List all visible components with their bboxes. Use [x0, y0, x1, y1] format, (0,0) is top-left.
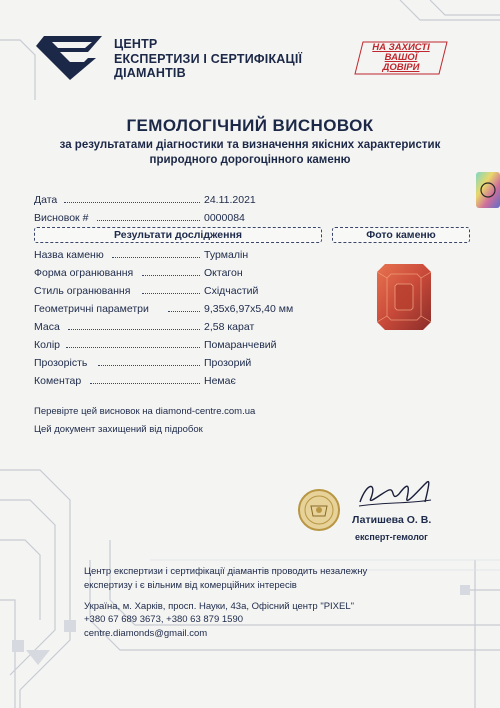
field-row-clarity	[34, 356, 324, 370]
date-label: Дата	[34, 194, 58, 206]
dotted-leader	[112, 257, 200, 258]
dotted-leader	[97, 220, 200, 221]
field-label: Маса	[34, 321, 60, 333]
verify-text: Перевірте цей висновок на	[34, 406, 156, 417]
number-value: 0000084	[204, 212, 245, 224]
field-label: Коментар	[34, 375, 82, 387]
org-name-line3: ДІАМАНТІВ	[114, 66, 186, 80]
org-name	[114, 37, 302, 81]
photo-header: Фото каменю	[332, 227, 470, 243]
stamp-line1: НА ЗАХИСТІ	[372, 42, 430, 53]
field-value: Турмалін	[204, 249, 249, 261]
field-row-cut-style	[34, 284, 324, 298]
gemstone-photo	[375, 262, 433, 332]
protected-note: Цей документ захищений від підробок	[34, 424, 203, 435]
field-value: Немає	[204, 375, 236, 387]
number-label: Висновок #	[34, 212, 89, 224]
field-label: Геометричні параметри	[34, 303, 149, 315]
field-value: 9,35х6,97х5,40 мм	[204, 303, 294, 315]
dotted-leader	[64, 202, 200, 203]
field-value: Прозорий	[204, 357, 252, 369]
diamond-logo-icon	[30, 34, 110, 82]
signer-role: експерт-гемолог	[355, 532, 428, 542]
verify-link[interactable]: diamond-centre.com.ua	[155, 406, 256, 417]
footer-line1: Центр експертизи і сертифікації діамантів проводить незалежну	[84, 566, 368, 577]
date-row	[34, 193, 314, 207]
stamp-line2: ВАШОЇ	[384, 52, 418, 63]
signature-icon	[355, 472, 435, 512]
field-value: Октагон	[204, 267, 243, 279]
dotted-leader	[68, 329, 200, 330]
document-subtitle	[0, 138, 500, 168]
hologram-sticker-icon	[474, 170, 500, 210]
field-row-name	[34, 248, 324, 262]
document-title: ГЕМОЛОГІЧНИЙ ВИСНОВОК	[126, 116, 374, 135]
footer-line2: експертизу і є вільним від комерційних інтересів	[84, 580, 297, 591]
gold-seal-icon	[297, 488, 341, 532]
field-value: 2,58 карат	[204, 321, 255, 333]
number-row	[34, 211, 314, 225]
field-row-dimensions	[34, 302, 324, 316]
stamp-line3: ДОВІРИ	[382, 62, 420, 73]
org-name-line1: ЦЕНТР	[114, 37, 158, 51]
org-name-line2: ЕКСПЕРТИЗИ І СЕРТИФІКАЦІЇ	[114, 51, 303, 66]
field-row-comment	[34, 374, 324, 388]
field-row-color	[34, 338, 324, 352]
field-label: Стиль огранювання	[34, 285, 131, 297]
field-label: Прозорість	[34, 357, 88, 369]
field-label: Назва каменю	[34, 249, 104, 261]
dotted-leader	[90, 383, 200, 384]
results-header: Результати дослідження	[34, 227, 322, 243]
dotted-leader	[142, 293, 200, 294]
footer-email[interactable]: centre.diamonds@gmail.com	[84, 628, 208, 639]
field-value: Східчастий	[204, 285, 259, 297]
footer-address: Україна, м. Харків, просп. Науки, 43а, Офісний центр "PIXEL"	[84, 601, 355, 612]
dotted-leader	[142, 275, 200, 276]
date-value: 24.11.2021	[204, 194, 256, 206]
verify-line	[34, 406, 255, 418]
dotted-leader	[98, 365, 200, 366]
field-label: Колір	[34, 339, 61, 351]
field-value: Помаранчевий	[204, 339, 277, 351]
signer-name: Латишева О. В.	[352, 514, 432, 526]
field-row-shape	[34, 266, 324, 280]
trust-stamp	[353, 40, 449, 76]
dotted-leader	[66, 347, 200, 348]
subtitle-line1: за результатами діагностики та визначення якісних характеристик	[59, 139, 441, 151]
dotted-leader	[168, 311, 200, 312]
field-row-weight	[34, 320, 324, 334]
subtitle-line2: природного дорогоцінного каменю	[149, 154, 351, 166]
footer-phones: +380 67 689 3673, +380 63 879 1590	[84, 614, 244, 625]
field-label: Форма огранювання	[34, 267, 134, 279]
